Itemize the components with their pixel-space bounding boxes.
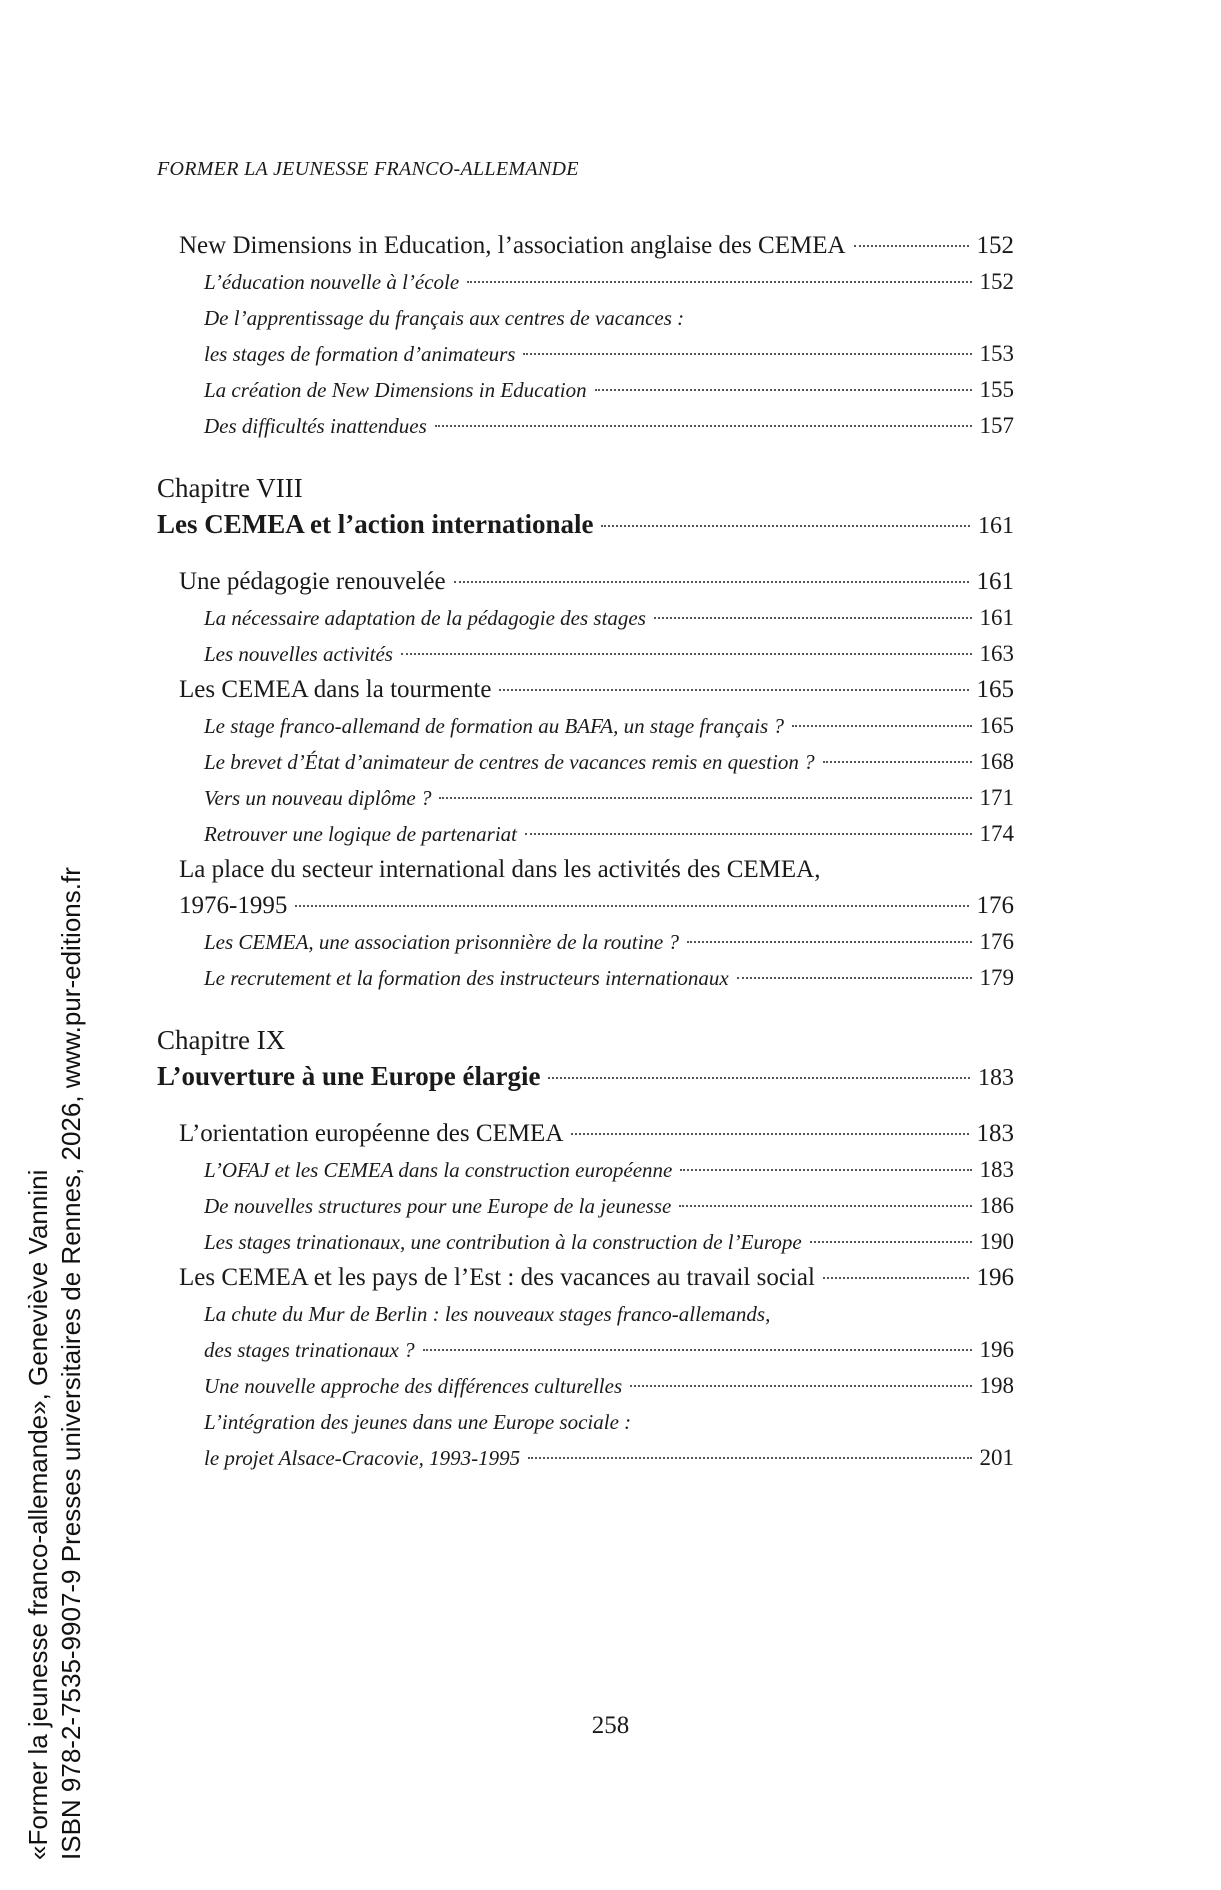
toc-entry-title: Les CEMEA dans la tourmente xyxy=(179,676,492,703)
toc-entry-page: 157 xyxy=(979,413,1014,438)
toc-subentry[interactable] xyxy=(204,1440,1014,1476)
dot-leader xyxy=(687,941,972,943)
dot-leader xyxy=(854,245,969,247)
side-credit xyxy=(22,867,88,1860)
chapter-label: Chapitre IX xyxy=(157,1025,286,1055)
toc-subentry[interactable] xyxy=(204,1332,1014,1368)
dot-leader xyxy=(595,389,972,391)
toc-entry[interactable] xyxy=(179,1260,1014,1296)
toc-entry-title: De nouvelles structures pour une Europe de la jeunesse xyxy=(204,1194,672,1218)
toc-entry-title: Une pédagogie renouvelée xyxy=(179,568,446,595)
toc-subentry[interactable] xyxy=(204,1224,1014,1260)
toc-entry-title: Le recrutement et la formation des instructeurs internationaux xyxy=(204,966,729,990)
toc-entry[interactable] xyxy=(179,672,1014,708)
page-number: 258 xyxy=(591,1712,630,1739)
toc-entry-title: L’orientation européenne des CEMEA xyxy=(179,1120,564,1147)
toc-entry[interactable] xyxy=(179,228,1014,264)
toc-entry-title: Les CEMEA, une association prisonnière de la routine ? xyxy=(204,930,679,954)
toc-subentry[interactable] xyxy=(204,600,1014,636)
toc-entry-page: 161 xyxy=(979,605,1014,630)
toc-subentry-line1: La chute du Mur de Berlin : les nouveaux stages franco-allemands, xyxy=(204,1302,771,1326)
dot-leader xyxy=(571,1133,968,1135)
dot-leader xyxy=(454,581,969,583)
toc-entry-title: Le stage franco-allemand de formation au BAFA, un stage français ? xyxy=(204,714,784,738)
dot-leader xyxy=(630,1385,971,1387)
toc-subentry-line1: L’intégration des jeunes dans une Europe sociale : xyxy=(204,1410,632,1434)
toc-entry-page: 153 xyxy=(979,341,1014,366)
toc-entry-page: 174 xyxy=(979,821,1014,846)
toc-entry-page: 183 xyxy=(979,1157,1014,1182)
toc-entry-page: 179 xyxy=(979,965,1014,990)
dot-leader xyxy=(823,1277,969,1279)
toc-entry-title: Une nouvelle approche des différences culturelles xyxy=(204,1374,623,1398)
chapter-title: Les CEMEA et l’action internationale xyxy=(157,509,594,539)
toc-entry-title: Retrouver une logique de partenariat xyxy=(204,822,517,846)
dot-leader xyxy=(435,425,972,427)
chapter-title-entry[interactable] xyxy=(157,1058,1014,1096)
dot-leader xyxy=(823,761,972,763)
dot-leader xyxy=(439,797,971,799)
toc-entry-title: Les stages trinationaux, une contribution à la construction de l’Europe xyxy=(204,1230,802,1254)
dot-leader xyxy=(792,725,972,727)
dot-leader xyxy=(680,1169,971,1171)
toc-entry-title: La création de New Dimensions in Education xyxy=(204,378,587,402)
dot-leader xyxy=(548,1077,970,1079)
toc-subentry-line1: De l’apprentissage du français aux centres de vacances : xyxy=(204,306,685,330)
toc-entry-title: New Dimensions in Education, l’association anglaise des CEMEA xyxy=(179,232,846,259)
toc-subentry[interactable] xyxy=(204,372,1014,408)
toc-entry-title: Le brevet d’État d’animateur de centres de vacances remis en question ? xyxy=(204,750,815,774)
dot-leader xyxy=(528,1457,971,1459)
toc-subentry[interactable] xyxy=(204,1368,1014,1404)
chapter-page: 161 xyxy=(978,513,1014,539)
toc-entry-title: Des difficultés inattendues xyxy=(204,414,427,438)
toc-subentry[interactable] xyxy=(204,1188,1014,1224)
toc-entry[interactable] xyxy=(179,564,1014,600)
toc-entry-title: des stages trinationaux ? xyxy=(204,1338,415,1362)
toc-entry-page: 152 xyxy=(979,269,1014,294)
toc-entry-page: 171 xyxy=(979,785,1014,810)
toc-entry-page: 186 xyxy=(979,1193,1014,1218)
toc-entry-page: 183 xyxy=(976,1120,1014,1147)
toc-entry-title: 1976-1995 xyxy=(179,892,288,919)
dot-leader xyxy=(499,689,968,691)
toc-entry-title: L’OFAJ et les CEMEA dans la construction européenne xyxy=(204,1158,673,1182)
toc-subentry[interactable] xyxy=(204,744,1014,780)
toc-entry-title: Les nouvelles activités xyxy=(204,642,393,666)
dot-leader xyxy=(295,905,968,907)
toc-entry-page: 152 xyxy=(976,232,1014,259)
toc-entry-title: les stages de formation d’animateurs xyxy=(204,342,516,366)
toc-entry-title: L’éducation nouvelle à l’école xyxy=(204,270,460,294)
toc-entry-title: Vers un nouveau diplôme ? xyxy=(204,786,432,810)
toc-entry-page: 196 xyxy=(976,1264,1014,1291)
side-credit-line1: «Former la jeunesse franco-allemande», Geneviève Vannini xyxy=(23,1169,53,1860)
running-header: FORMER LA JEUNESSE FRANCO-ALLEMANDE xyxy=(157,158,579,180)
toc-subentry[interactable] xyxy=(204,816,1014,852)
dot-leader xyxy=(679,1205,971,1207)
toc-entry[interactable] xyxy=(179,888,1014,924)
toc-subentry[interactable] xyxy=(204,960,1014,996)
dot-leader xyxy=(423,1349,972,1351)
toc-entry-line1: La place du secteur international dans les activités des CEMEA, xyxy=(179,856,821,883)
toc-entry-page: 165 xyxy=(976,676,1014,703)
dot-leader xyxy=(523,353,971,355)
toc-subentry[interactable] xyxy=(204,780,1014,816)
toc-entry-title: le projet Alsace-Cracovie, 1993-1995 xyxy=(204,1446,521,1470)
side-credit-line2: ISBN 978-2-7535-9907-9 Presses universitaires de Rennes, 2026, www.pur-editions.fr xyxy=(56,867,86,1860)
toc-entry-page: 165 xyxy=(979,713,1014,738)
toc-entry-page: 198 xyxy=(979,1373,1014,1398)
toc-subentry[interactable] xyxy=(204,708,1014,744)
toc-entry-title: Les CEMEA et les pays de l’Est : des vacances au travail social xyxy=(179,1264,815,1291)
dot-leader xyxy=(810,1241,972,1243)
chapter-label: Chapitre VIII xyxy=(157,473,303,503)
toc-entry-page: 176 xyxy=(976,892,1014,919)
toc-subentry[interactable] xyxy=(204,636,1014,672)
toc-subentry[interactable] xyxy=(204,336,1014,372)
table-of-contents xyxy=(157,228,1014,1476)
dot-leader xyxy=(737,977,972,979)
dot-leader xyxy=(601,525,970,527)
toc-subentry[interactable] xyxy=(204,264,1014,300)
toc-entry-page: 176 xyxy=(979,929,1014,954)
toc-entry-title: La nécessaire adaptation de la pédagogie des stages xyxy=(204,606,646,630)
toc-subentry[interactable] xyxy=(204,924,1014,960)
toc-entry-page: 196 xyxy=(979,1337,1014,1362)
chapter-page: 183 xyxy=(978,1065,1014,1091)
toc-entry-page: 155 xyxy=(979,377,1014,402)
toc-subentry[interactable] xyxy=(204,408,1014,444)
toc-entry-page: 163 xyxy=(979,641,1014,666)
dot-leader xyxy=(525,833,972,835)
dot-leader xyxy=(401,653,972,655)
toc-entry[interactable] xyxy=(179,1116,1014,1152)
toc-entry-page: 168 xyxy=(979,749,1014,774)
chapter-title-entry[interactable] xyxy=(157,506,1014,544)
toc-entry-page: 190 xyxy=(979,1229,1014,1254)
dot-leader xyxy=(654,617,972,619)
toc-subentry[interactable] xyxy=(204,1152,1014,1188)
toc-entry-page: 201 xyxy=(979,1445,1014,1470)
dot-leader xyxy=(467,281,971,283)
chapter-title: L’ouverture à une Europe élargie xyxy=(157,1061,541,1091)
toc-entry-page: 161 xyxy=(976,568,1014,595)
